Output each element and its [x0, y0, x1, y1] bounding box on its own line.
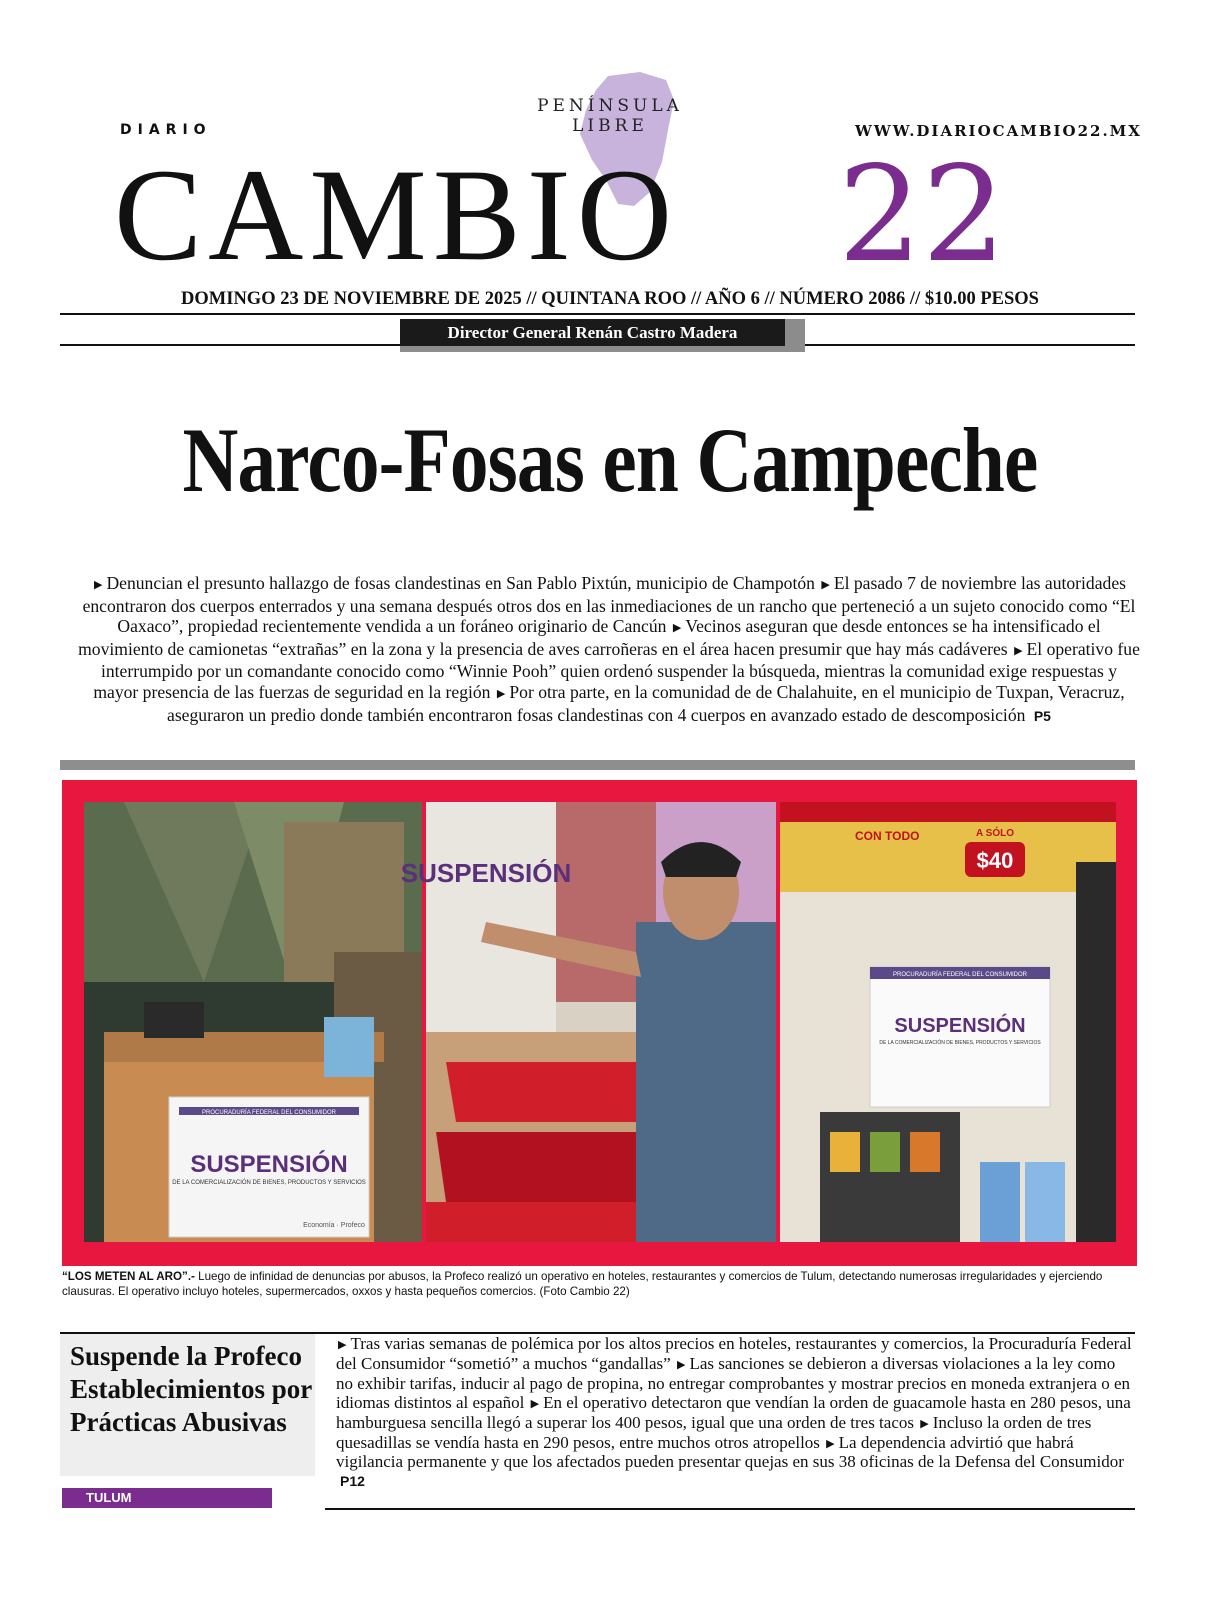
website-link[interactable]: WWW.DIARIOCAMBIO22.MX — [855, 122, 1142, 140]
summary-bullet: Vecinos aseguran que desde entonces se ha intensificado el movimiento de camionetas “extrañas” en la zona y la presencia de aves carroñeras en el área hacen presumir que hay más cadáveres — [78, 616, 1101, 659]
bullet-arrow-icon: ▶ — [93, 579, 103, 591]
summary-bullet: En el operativo detectaron que vendían la orden de guacamole hasta en 280 pesos, una hamburguesa sencilla llegó a superar los 400 pesos, igual que una orden de tres tacos — [336, 1392, 1131, 1432]
section-divider — [60, 760, 1135, 770]
summary-bullet: El operativo fue interrumpido por un comandante conocido como “Winnie Pooh” quien ordenó suspender la búsqueda, mientras la comunidad exige respuestas y mayor presencia de las fuerzas de seguridad en la región — [93, 638, 1140, 702]
dateline: DOMINGO 23 DE NOVIEMBRE DE 2025 // QUINTANA ROO // AÑO 6 // NÚMERO 2086 // $10.00 PESOS — [181, 289, 1039, 309]
bullet-arrow-icon: ▶ — [826, 1437, 835, 1450]
bullet-arrow-icon: ▶ — [338, 1339, 347, 1351]
divider — [60, 313, 1135, 315]
promo-con-todo: CON TODO — [855, 829, 920, 843]
main-headline[interactable]: Narco-Fosas en Campeche — [182, 409, 1038, 511]
summary-bullet: El pasado 7 de noviembre las autoridades encontraron dos cuerpos enterrados y una semana después otros dos en las inmediaciones de un rancho que perteneció a un sujeto conocido como “El Oaxaco”, propiedad recientemente vendida a un foráneo originario de Cancún — [82, 573, 1136, 637]
director-credit: Director General Renán Castro Madera — [400, 319, 785, 346]
sign-footer: Economía · Profeco — [303, 1222, 365, 1229]
bullet-arrow-icon: ▶ — [530, 1397, 540, 1410]
photo-collage — [62, 780, 1137, 1266]
secondary-story-summary — [336, 1335, 1136, 1491]
tagline: PENÍNSULA LIBRE — [537, 96, 683, 136]
main-story-summary — [78, 573, 1140, 726]
secondary-headline[interactable]: Suspende la Profeco Establecimientos por Prácticas Abusivas — [70, 1341, 312, 1437]
summary-bullet: La dependencia advirtió que habrá vigilancia permanente y que los afectados pueden presentar quejas en sus 38 oficinas de la Defensa del Consumidor — [336, 1432, 1124, 1472]
sign-subtitle: DE LA COMERCIALIZACIÓN DE BIENES, PRODUCTOS Y SERVICIOS — [879, 1040, 1041, 1046]
summary-bullet: Tras varias semanas de polémica por los altos precios en hoteles, restaurantes y comercios, la Procuraduría Federal del Consumidor “sometió” a muchos “gandallas” — [336, 1334, 1132, 1373]
page-reference[interactable]: P5 — [1033, 707, 1051, 724]
masthead — [0, 0, 1221, 360]
photo-caption — [62, 1270, 1137, 1299]
bullet-arrow-icon: ▶ — [821, 579, 830, 591]
summary-bullet: Las sanciones se debieron a diversas violaciones a la ley como no exhibir tarifas, inducir al pago de propina, no entregar comprobantes y mostrar precios en moneda extranjera o en idiomas distintos al español — [336, 1353, 1130, 1412]
bullet-arrow-icon: ▶ — [496, 687, 506, 700]
sign-subtitle: DE LA COMERCIALIZACIÓN DE BIENES, PRODUCTOS Y SERVICIOS — [172, 1180, 366, 1186]
sign-title: SUSPENSIÓN — [190, 1151, 348, 1178]
masthead-name: CAMBIO — [114, 141, 679, 288]
sign-title: SUSPENSIÓN — [894, 1015, 1026, 1037]
section-tag: TULUM — [62, 1488, 272, 1508]
caption-text: Luego de infinidad de denuncias por abusos, la Profeco realizó un operativo en hoteles, restaurantes y comercios de Tulum, detectando numerosas irregularidades y ejerciendo clausuras. El operativo incluyo hoteles, supermercados, oxxos y hasta pequeños comercios. (Foto Cambio 22) — [62, 1270, 1103, 1298]
page-reference[interactable]: P12 — [340, 1473, 365, 1490]
promo-label: A SÓLO — [976, 828, 1014, 839]
sign-header: PROCURADURÍA FEDERAL DEL CONSUMIDOR — [202, 1110, 336, 1116]
bullet-arrow-icon: ▶ — [676, 1358, 686, 1371]
caption-lead: “LOS METEN AL ARO”.- — [62, 1270, 195, 1283]
bullet-arrow-icon: ▶ — [1014, 644, 1023, 657]
sign-title: SUSPENSIÓN — [400, 858, 572, 888]
sign-header: PROCURADURÍA FEDERAL DEL CONSUMIDOR — [893, 972, 1027, 978]
photo-supermarket — [400, 802, 776, 1242]
diario-label: DIARIO — [120, 122, 212, 138]
promo-price: $40 — [976, 848, 1014, 873]
summary-bullet: Por otra parte, en la comunidad de de Chalahuite, en el municipio de Tuxpan, Veracruz, aseguraron un predio donde también encontraron fosas clandestinas con 4 cuerpos en avanzado estado de descomposición — [167, 681, 1125, 725]
divider — [325, 1508, 1135, 1510]
bullet-arrow-icon: ▶ — [672, 622, 682, 635]
photo-hotel — [84, 802, 422, 1242]
masthead-number: 22 — [838, 138, 1006, 292]
bullet-arrow-icon: ▶ — [920, 1417, 929, 1430]
photo-convenience-store — [780, 802, 1116, 1242]
summary-bullet: Denuncian el presunto hallazgo de fosas clandestinas en San Pablo Pixtún, municipio de Champotón — [106, 573, 815, 593]
summary-bullet: Incluso la orden de tres quesadillas se vendía hasta en 290 pesos, entre muchos otros atropellos — [336, 1412, 1092, 1452]
